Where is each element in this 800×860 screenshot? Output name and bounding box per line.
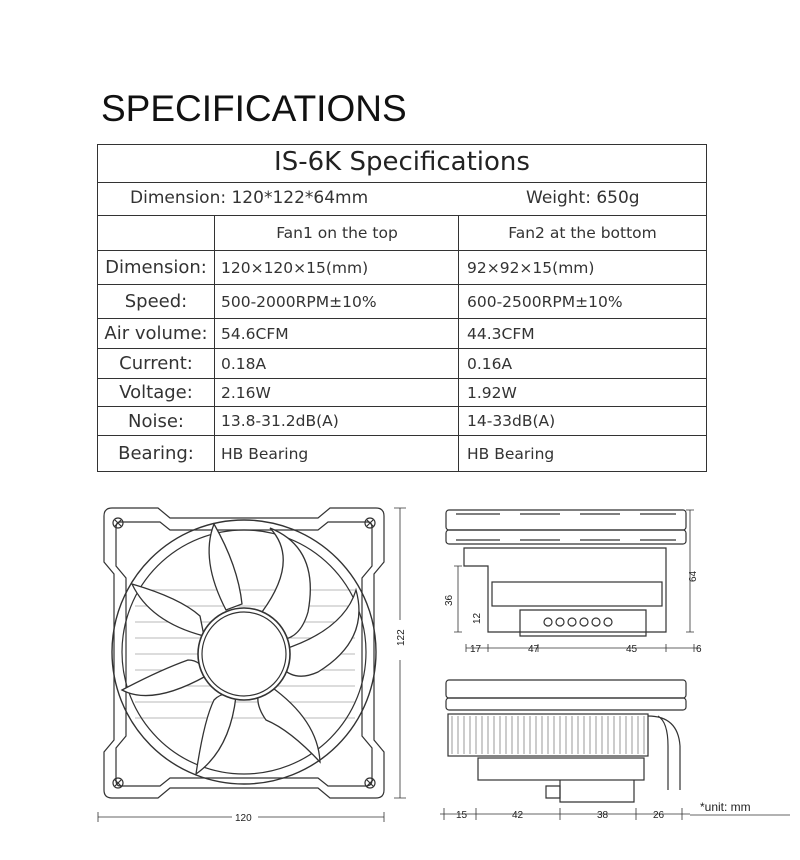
- row-label: Bearing:: [118, 443, 194, 464]
- row-label: Current:: [119, 353, 193, 374]
- bottom-view: [440, 680, 790, 820]
- fan2-value: 92×92×15(mm): [467, 258, 595, 277]
- dim-side-w1: 17: [470, 644, 482, 655]
- overall-dimension: Dimension: 120*122*64mm: [130, 188, 369, 208]
- row-label: Air volume:: [104, 323, 208, 344]
- fan1-value: 54.6CFM: [221, 324, 289, 343]
- overall-weight: Weight: 650g: [526, 188, 640, 208]
- dim-front-width: 120: [235, 813, 252, 824]
- dim-bottom-w1: 15: [456, 810, 468, 821]
- fan1-value: 0.18A: [221, 354, 267, 373]
- row-label: Dimension:: [105, 257, 207, 278]
- dim-side-w2: 47: [528, 644, 540, 655]
- dim-side-pipe: 12: [472, 612, 483, 624]
- dim-side-w4: 6: [696, 644, 702, 655]
- row-label: Speed:: [124, 291, 188, 312]
- page-heading: SPECIFICATIONS: [101, 88, 407, 129]
- fan1-value: HB Bearing: [221, 444, 309, 463]
- dim-front-height: 122: [396, 629, 407, 646]
- fan1-value: 500-2000RPM±10%: [221, 292, 377, 311]
- side-view: [446, 510, 700, 652]
- dim-side-total: 64: [688, 570, 699, 582]
- front-view: [98, 508, 406, 822]
- fan1-value: 2.16W: [221, 383, 271, 402]
- row-label: Noise:: [128, 410, 184, 432]
- dim-bottom-w3: 38: [597, 810, 609, 821]
- fan2-value: 14-33dB(A): [467, 412, 556, 430]
- fan1-value: 120×120×15(mm): [221, 258, 369, 277]
- dim-side-lower: 36: [444, 594, 455, 606]
- unit-note: *unit: mm: [700, 800, 751, 814]
- fan2-value: 1.92W: [467, 383, 517, 402]
- row-label: Voltage:: [119, 382, 193, 403]
- fan2-value: HB Bearing: [467, 444, 555, 463]
- fan2-value: 600-2500RPM±10%: [467, 292, 623, 311]
- fan1-value: 13.8-31.2dB(A): [221, 412, 339, 430]
- dim-bottom-w2: 42: [512, 810, 524, 821]
- spec-title: IS-6K Specifications: [274, 147, 530, 177]
- fan2-value: 0.16A: [467, 354, 513, 373]
- fan2-value: 44.3CFM: [467, 324, 535, 343]
- fan1-header: Fan1 on the top: [276, 224, 398, 242]
- dim-side-w3: 45: [626, 644, 638, 655]
- dim-bottom-w4: 26: [653, 810, 665, 821]
- fan2-header: Fan2 at the bottom: [508, 224, 657, 242]
